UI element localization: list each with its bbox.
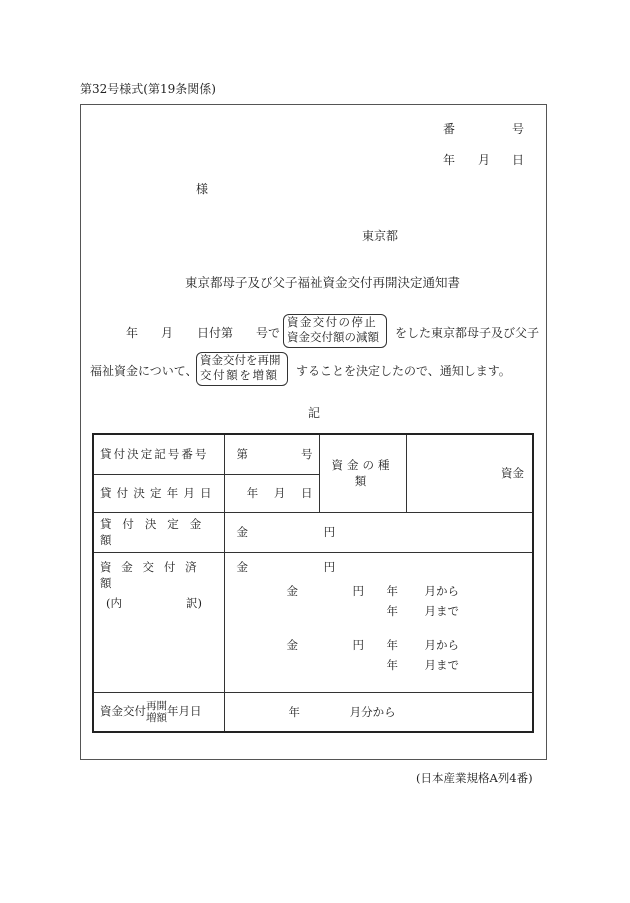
form-label: 第32号様式(第19条関係) (80, 82, 216, 96)
brace2-option-increase: 交付額を増額 (200, 368, 279, 382)
row5-from: 月分から (349, 704, 396, 719)
row5-nen: 年 (288, 704, 300, 719)
row3-label: 貸付決定金額 (93, 512, 224, 552)
date-month: 月 (478, 153, 491, 167)
table-row (93, 512, 533, 552)
row5-label-pre: 資金交付 (100, 703, 146, 718)
row5-label-increase: 増額 (146, 711, 167, 724)
row4-label: 資金交付済額 (100, 559, 207, 590)
breakdown-2-yen: 円 (352, 637, 364, 652)
issuer: 東京都 (362, 229, 399, 243)
row5-label (93, 692, 224, 732)
brace-choice-1 (283, 314, 387, 348)
row5-value (224, 692, 533, 732)
row2-label: 貸付決定年月日 (93, 474, 224, 512)
breakdown-2-from: 月から (424, 637, 459, 652)
row1-value (224, 434, 319, 474)
brace1-option-reduce: 資金交付額の減額 (287, 330, 379, 344)
breakdown-2-to: 月まで (424, 657, 459, 672)
row1-go: 号 (301, 447, 313, 462)
addressee-suffix: 様 (196, 182, 209, 196)
breakdown-2-year-from: 年 (386, 637, 398, 652)
body-day-dai: 日付第 (197, 326, 234, 340)
breakdown-2-year-to: 年 (386, 657, 398, 672)
row4-label-cell (93, 552, 224, 692)
body-line2-head: 福祉資金について、 (90, 364, 198, 378)
breakdown-1-year-to: 年 (386, 603, 398, 618)
row5-label-resume: 再開 (146, 699, 167, 712)
breakdown-1-kin: 金 (286, 583, 298, 598)
fund-type-value: 資金 (406, 434, 533, 512)
body-year: 年 (126, 326, 139, 340)
table-row (93, 692, 533, 732)
row4-kin: 金 (236, 559, 248, 574)
body-line2-tail: することを決定したので、通知します。 (296, 364, 511, 378)
brace1-option-stop: 資金交付の停止 (287, 315, 378, 329)
number-label-left: 番 (443, 122, 456, 136)
row4-sub-close: 訳) (186, 595, 202, 610)
footer-note: (日本産業規格A列4番) (416, 771, 533, 785)
number-label-right: 号 (512, 122, 525, 136)
body-month: 月 (161, 326, 174, 340)
row4-value-cell (224, 552, 533, 692)
date-year: 年 (443, 153, 456, 167)
row2-value: 年 月 日 (224, 474, 319, 512)
brace2-option-resume: 資金交付を再開 (200, 353, 281, 367)
body-go-de: 号で (256, 326, 281, 340)
table-row (93, 434, 533, 474)
breakdown-2-kin: 金 (286, 637, 298, 652)
document-title: 東京都母子及び父子福祉資金交付再開決定通知書 (185, 275, 461, 290)
table-row (93, 552, 533, 692)
row1-label: 貸付決定記号番号 (93, 434, 224, 474)
body-line1-tail: をした東京都母子及び父子 (395, 326, 540, 340)
fund-type-label: 資金の種類 (319, 434, 406, 512)
row3-kin: 金 (236, 525, 248, 539)
breakdown-1-yen: 円 (352, 583, 364, 598)
row3-yen: 円 (323, 525, 336, 539)
ki-label: 記 (308, 406, 321, 420)
loan-table (92, 433, 534, 733)
date-day: 日 (512, 153, 525, 167)
brace-choice-2 (196, 352, 288, 386)
breakdown-1-to: 月まで (424, 603, 459, 618)
breakdown-1-from: 月から (424, 583, 459, 598)
row5-label-post: 年月日 (167, 703, 202, 718)
breakdown-1-year-from: 年 (386, 583, 398, 598)
row4-yen: 円 (323, 559, 336, 574)
row4-sub-open: (内 (106, 595, 122, 610)
row3-value (224, 512, 533, 552)
row1-dai: 第 (236, 447, 248, 462)
